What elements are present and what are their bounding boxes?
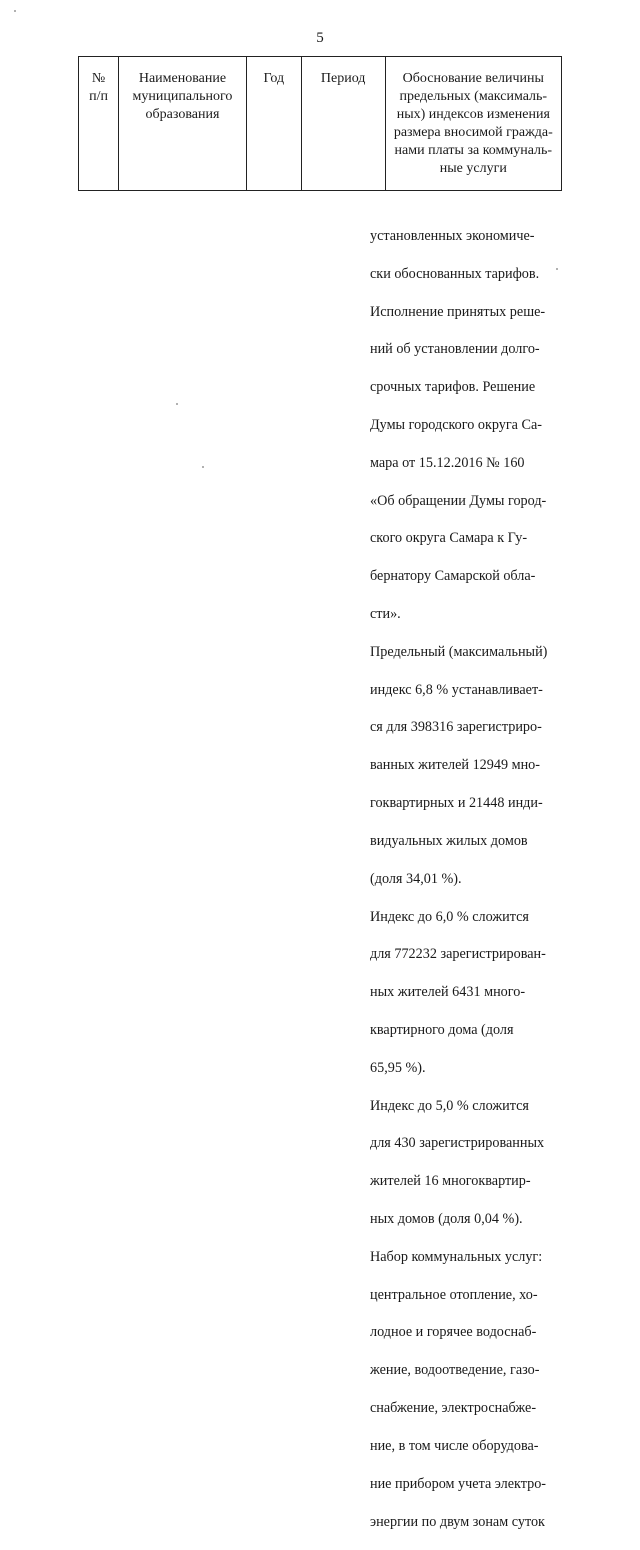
text-line: центральное отопление, хо- bbox=[370, 1286, 538, 1303]
header-num bbox=[79, 57, 119, 191]
text-line: ся для 398316 зарегистриро- bbox=[370, 719, 542, 736]
header-period bbox=[301, 57, 385, 191]
text-line: ние прибором учета электро- bbox=[370, 1475, 547, 1492]
scan-speck bbox=[176, 403, 178, 405]
text-line: видуальных жилых домов bbox=[370, 832, 528, 849]
text-line: Исполнение принятых реше- bbox=[370, 303, 546, 320]
header-basis bbox=[385, 57, 561, 191]
text-line: «Об обращении Думы город- bbox=[370, 492, 547, 509]
text-line: ского округа Самара к Гу- bbox=[370, 530, 528, 547]
text-line: лодное и горячее водоснаб- bbox=[370, 1324, 537, 1341]
text-line: ний об установлении долго- bbox=[370, 341, 540, 358]
header-basis-label: Обоснование величины предельных (максималь- ных) индексов изменения размера вносимой гражда- нами платы за коммуналь- ные услуги bbox=[393, 71, 553, 176]
text-line: жение, водоотведение, газо- bbox=[370, 1362, 540, 1379]
text-line: энергии по двум зонам суток bbox=[370, 1513, 545, 1530]
text-line: ние, в том числе оборудова- bbox=[370, 1437, 539, 1454]
text-line: Набор коммунальных услуг: bbox=[370, 1248, 543, 1265]
text-line: (доля 34,01 %). bbox=[370, 870, 462, 887]
text-line: Предельный (максимальный) bbox=[370, 643, 548, 660]
text-line: индекс 6,8 % устанавливает- bbox=[370, 681, 543, 698]
text-line: жителей 16 многоквартир- bbox=[370, 1173, 531, 1190]
text-line: Думы городского округа Са- bbox=[370, 416, 543, 433]
text-line: установленных экономиче- bbox=[370, 227, 535, 244]
scan-speck bbox=[14, 10, 16, 12]
text-line: квартирного дома (доля bbox=[370, 1021, 514, 1038]
scan-speck bbox=[556, 268, 558, 270]
header-municipality-label: Наименование муниципального образования bbox=[132, 71, 233, 122]
text-line: срочных тарифов. Решение bbox=[370, 379, 536, 396]
text-line: сти». bbox=[370, 606, 401, 623]
text-line: ных жителей 6431 много- bbox=[370, 984, 526, 1001]
text-line: мара от 15.12.2016 № 160 bbox=[370, 454, 525, 471]
text-line: ванных жителей 12949 мно- bbox=[370, 757, 540, 774]
text-line: Индекс до 6,0 % сложится bbox=[370, 908, 529, 925]
header-municipality bbox=[119, 57, 247, 191]
page-number: 5 bbox=[316, 30, 324, 46]
header-year bbox=[246, 57, 301, 191]
table-header-row bbox=[79, 57, 562, 191]
header-year-label: Год bbox=[263, 71, 285, 86]
text-line: Индекс до 5,0 % сложится bbox=[370, 1097, 529, 1114]
indices-table bbox=[78, 56, 562, 191]
header-num-label: № п/п bbox=[89, 71, 108, 104]
text-line: снабжение, электроснабже- bbox=[370, 1400, 537, 1417]
text-line: 65,95 %). bbox=[370, 1059, 426, 1076]
text-line: бернатору Самарской обла- bbox=[370, 568, 536, 585]
text-line: ных домов (доля 0,04 %). bbox=[370, 1211, 523, 1228]
scan-speck bbox=[202, 466, 204, 468]
header-period-label: Период bbox=[320, 71, 366, 86]
text-line: для 430 зарегистрированных bbox=[370, 1135, 545, 1152]
text-line: для 772232 зарегистрирован- bbox=[370, 946, 546, 963]
text-line: ски обоснованных тарифов. bbox=[370, 265, 540, 282]
text-line: гоквартирных и 21448 инди- bbox=[370, 795, 543, 812]
basis-text-column bbox=[370, 208, 566, 1550]
